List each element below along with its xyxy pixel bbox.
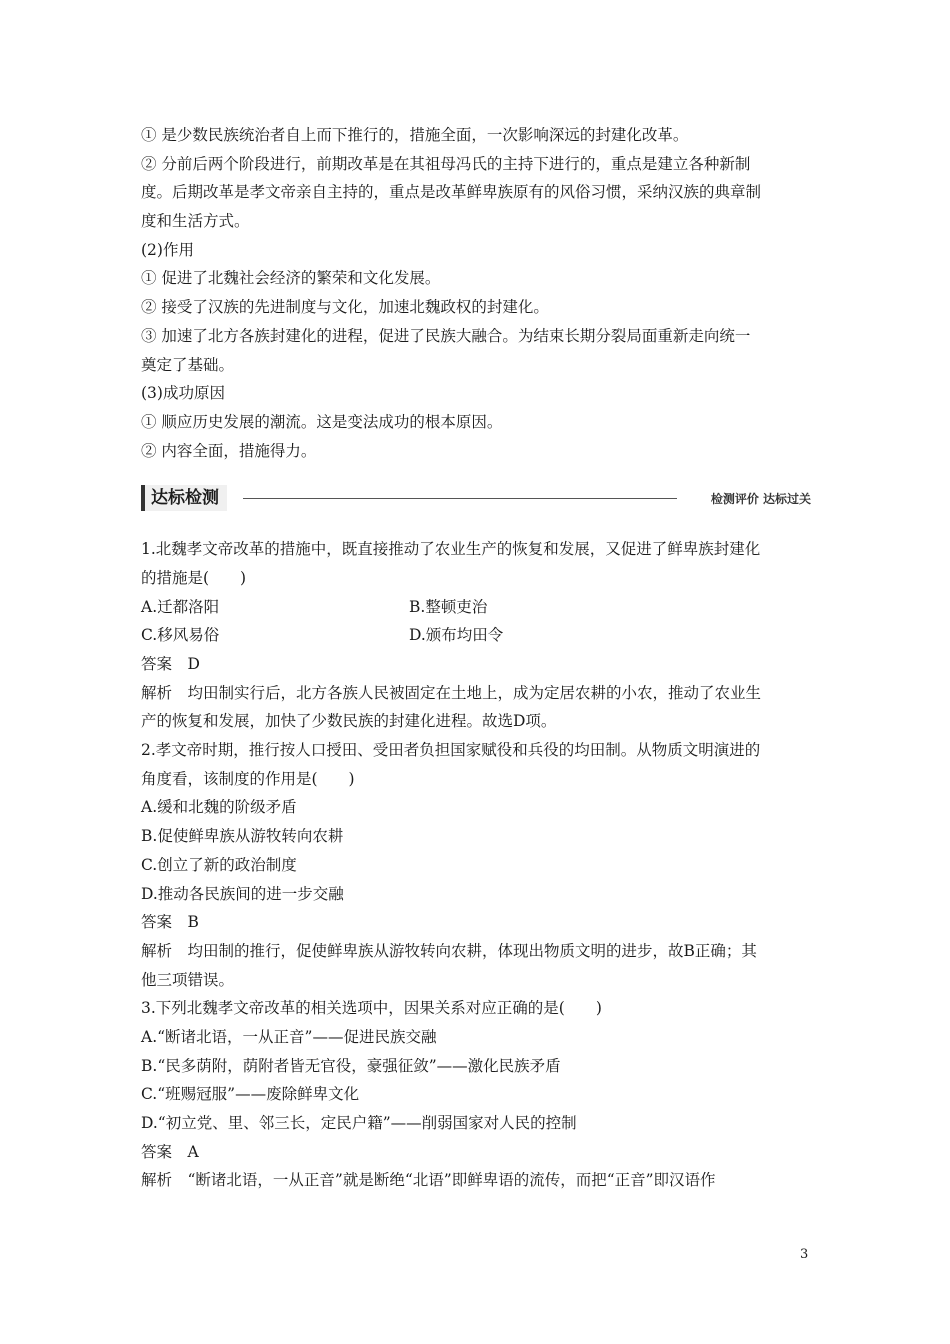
page-number: 3 (800, 1247, 809, 1262)
question-2 (141, 736, 811, 994)
analysis: 解析 均田制实行后，北方各族人民被固定在土地上，成为定居农耕的小农，推动了农业生 (141, 683, 762, 702)
answer: 答案 B (141, 913, 199, 932)
answer: 答案 D (141, 655, 200, 673)
text-line: ① 是少数民族统治者自上而下推行的，措施全面，一次影响深远的封建化改革。 (141, 126, 689, 144)
text-line: ② 接受了汉族的先进制度与文化，加速北魏政权的封建化。 (141, 298, 549, 317)
option-d: D.“初立党、里、邻三长，定民户籍”——削弱国家对人民的控制 (141, 1114, 577, 1132)
question-stem: 1.北魏孝文帝改革的措施中，既直接推动了农业生产的恢复和发展，又促进了鲜卑族封建化 (141, 540, 761, 559)
analysis: 产的恢复和发展，加快了少数民族的封建化进程。故选D项。 (141, 712, 557, 731)
section-subtitle: 检测评价 达标过关 (710, 492, 811, 507)
text-line: 度。后期改革是孝文帝亲自主持的，重点是改革鲜卑族原有的风俗习惯，采纳汉族的典章制 (141, 183, 762, 202)
text-line: ① 促进了北魏社会经济的繁荣和文化发展。 (141, 269, 441, 288)
page-content (141, 121, 811, 1195)
option-d: D.推动各民族间的进一步交融 (141, 884, 344, 903)
section-divider (243, 498, 677, 499)
option-a: A.迁都洛阳 (141, 597, 220, 616)
text-line: ③ 加速了北方各族封建化的进程，促进了民族大融合。为结束长期分裂局面重新走向统一 (141, 326, 751, 345)
option-c: C.移风易俗 (141, 626, 220, 645)
section-title: 达标检测 (141, 485, 227, 511)
text-line: ② 分前后两个阶段进行，前期改革是在其祖母冯氏的主持下进行的，重点是建立各种新制 (141, 154, 751, 173)
option-d: D.颁布均田令 (409, 626, 504, 645)
section-header (141, 485, 811, 513)
question-3 (141, 994, 811, 1195)
option-c: C.创立了新的政治制度 (141, 855, 297, 874)
reform-summary (141, 121, 811, 465)
option-c: C.“班赐冠服”——废除鲜卑文化 (141, 1085, 360, 1104)
analysis: 解析 均田制的推行，促使鲜卑族从游牧转向农耕，体现出物质文明的进步，故B正确；其 (141, 941, 757, 960)
subheading-success-reasons: (3)成功原因 (141, 384, 225, 403)
question-stem: 3.下列北魏孝文帝改革的相关选项中，因果关系对应正确的是( ) (141, 999, 602, 1018)
option-a: A.缓和北魏的阶级矛盾 (141, 798, 297, 817)
question-stem: 2.孝文帝时期，推行按人口授田、受田者负担国家赋役和兵役的均田制。从物质文明演进的 (141, 741, 761, 760)
text-line: ① 顺应历史发展的潮流。这是变法成功的根本原因。 (141, 412, 503, 431)
subheading-effects: (2)作用 (141, 240, 194, 259)
text-line: 奠定了基础。 (141, 355, 235, 374)
option-row (141, 621, 811, 650)
option-b: B.整顿吏治 (409, 597, 488, 616)
question-stem: 的措施是( ) (141, 568, 247, 587)
text-line: 度和生活方式。 (141, 212, 250, 231)
analysis: 解析 “断诸北语，一从正音”就是断绝“北语”即鲜卑语的流传，而把“正音”即汉语作 (141, 1171, 716, 1190)
analysis: 他三项错误。 (141, 970, 235, 989)
question-1 (141, 535, 811, 736)
option-b: B.“民多荫附，荫附者皆无官役，豪强征敛”——激化民族矛盾 (141, 1056, 561, 1075)
question-stem: 角度看，该制度的作用是( ) (141, 769, 355, 788)
answer: 答案 A (141, 1142, 199, 1161)
option-row (141, 593, 811, 622)
option-a: A.“断诸北语，一从正音”——促进民族交融 (141, 1027, 437, 1046)
text-line: ② 内容全面，措施得力。 (141, 441, 317, 460)
option-b: B.促使鲜卑族从游牧转向农耕 (141, 827, 344, 846)
